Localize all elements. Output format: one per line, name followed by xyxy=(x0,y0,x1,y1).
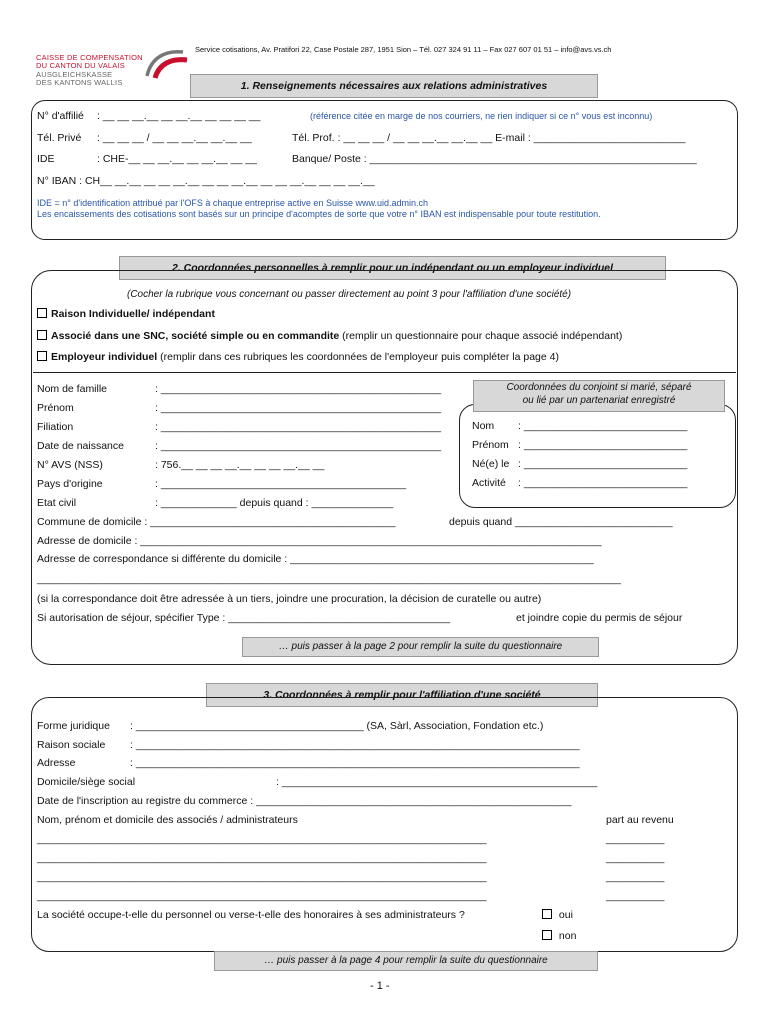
spouse-naissance-label: Né(e) le xyxy=(472,458,510,470)
option-oui[interactable] xyxy=(542,909,573,921)
naissance-label: Date de naissance xyxy=(37,440,124,452)
date-inscription-field[interactable]: Date de l'inscription au registre du commerce : ______________________________________________________ xyxy=(37,795,572,807)
tel-prive-label: Tél. Privé xyxy=(37,132,82,144)
adresse-field[interactable]: : ____________________________________________________________________________ xyxy=(130,757,580,769)
adresse-label: Adresse xyxy=(37,757,76,769)
part-line[interactable]: __________ xyxy=(606,833,665,845)
checkbox-associe[interactable] xyxy=(37,330,47,340)
spouse-prenom-label: Prénom xyxy=(472,439,509,451)
affilie-field[interactable]: : __ __ __.__ __ __.__ __ __ __ __ xyxy=(97,110,261,122)
logo-line-1: CAISSE DE COMPENSATION xyxy=(36,53,143,62)
checkbox-employeur[interactable] xyxy=(37,351,47,361)
prenom-label: Prénom xyxy=(37,402,74,414)
section2-footer: … puis passer à la page 2 pour remplir la suite du questionnaire xyxy=(242,637,599,657)
ide-field[interactable]: : CHE-__ __ __.__ __ __.__ __ __ xyxy=(97,153,257,165)
domicile-field[interactable]: : ______________________________________________________ xyxy=(276,776,598,788)
part-revenu-label: part au revenu xyxy=(606,814,674,826)
iban-field[interactable]: N° IBAN : CH__ __.__ __ __ __.__ __ __ __.__ __ __ __.__ __ __ __.__ xyxy=(37,175,375,187)
filiation-label: Filiation xyxy=(37,421,74,433)
tel-prof-email-field[interactable]: Tél. Prof. : __ __ __ / __ __ __.__ __.__ __ E-mail : __________________________ xyxy=(292,132,686,144)
spouse-activite-label: Activité xyxy=(472,477,506,489)
logo-line-2: DU CANTON DU VALAIS xyxy=(36,61,125,70)
part-line[interactable]: __________ xyxy=(606,871,665,883)
section3-title: 3. Coordonnées à remplir pour l'affiliation d'une société xyxy=(206,683,598,707)
logo-emblem-icon xyxy=(143,46,191,80)
spouse-prenom-field[interactable]: : ____________________________ xyxy=(518,439,688,451)
logo-line-3: AUSGLEICHSKASSE xyxy=(36,70,113,79)
spouse-title-line-2: ou lié par un partenariat enregistré xyxy=(522,395,676,406)
depuis-quand-field[interactable]: depuis quand ___________________________ xyxy=(449,516,673,528)
opt-associe[interactable] xyxy=(37,330,622,342)
section3-footer: … puis passer à la page 4 pour remplir la suite du questionnaire xyxy=(214,951,598,971)
filiation-field[interactable]: : ________________________________________________ xyxy=(155,421,442,433)
sejour-note: et joindre copie du permis de séjour xyxy=(516,612,683,624)
pays-field[interactable]: : __________________________________________ xyxy=(155,478,407,490)
avs-label: N° AVS (NSS) xyxy=(37,459,103,471)
forme-field[interactable]: : _______________________________________ (SA, Sàrl, Association, Fondation etc.) xyxy=(130,720,544,732)
raison-sociale-label: Raison sociale xyxy=(37,739,106,751)
tel-prive-field[interactable]: : __ __ __ / __ __ __.__ __.__ __ xyxy=(97,132,252,144)
spouse-activite-field[interactable]: : ____________________________ xyxy=(518,477,688,489)
section2-instruction: (Cocher la rubrique vous concernant ou passer directement au point 3 pour l'affiliation d'une société) xyxy=(127,289,572,300)
section2-divider xyxy=(33,372,736,373)
associe-line[interactable]: _____________________________________________________________________________ xyxy=(37,890,487,902)
personnel-question: La société occupe-t-elle du personnel ou verse-t-elle des honoraires à ses administrateurs ? xyxy=(37,909,465,921)
nom-label: Nom de famille xyxy=(37,383,108,395)
page-number: - 1 - xyxy=(370,980,390,992)
associe-line[interactable]: _____________________________________________________________________________ xyxy=(37,871,487,883)
part-line[interactable]: __________ xyxy=(606,852,665,864)
oui-label: oui xyxy=(558,909,573,921)
logo-line-4: DES KANTONS WALLIS xyxy=(36,78,123,87)
adresse-correspondance-field[interactable]: Adresse de correspondance si différente du domicile : ____________________________________________________ xyxy=(37,553,594,565)
etat-civil-field[interactable]: : _____________ depuis quand : ______________ xyxy=(155,497,394,509)
part-line[interactable]: __________ xyxy=(606,890,665,902)
opt1-label: Raison Individuelle/ indépendant xyxy=(51,308,215,320)
forme-label: Forme juridique xyxy=(37,720,110,732)
opt2-label: Associé dans une SNC, société simple ou en commandite xyxy=(51,330,340,342)
section1-title: 1. Renseignements nécessaires aux relations administratives xyxy=(190,74,598,98)
opt-employeur[interactable] xyxy=(37,351,559,363)
opt2-note: (remplir un questionnaire pour chaque associé indépendant) xyxy=(342,330,623,342)
sejour-field[interactable]: Si autorisation de séjour, spécifier Type : ______________________________________ xyxy=(37,612,451,624)
spouse-naissance-field[interactable]: : ____________________________ xyxy=(518,458,688,470)
prenom-field[interactable]: : ________________________________________________ xyxy=(155,402,442,414)
spouse-nom-field[interactable]: : ____________________________ xyxy=(518,420,688,432)
nom-field[interactable]: : ________________________________________________ xyxy=(155,383,442,395)
opt3-label: Employeur individuel xyxy=(51,351,158,363)
opt-raison-individuelle[interactable] xyxy=(37,308,215,320)
pays-label: Pays d'origine xyxy=(37,478,103,490)
affilie-note: (référence citée en marge de nos courriers, ne rien indiquer si ce n° vous est inconnu) xyxy=(310,111,653,121)
correspondance-note: (si la correspondance doit être adressée à un tiers, joindre une procuration, la décision de curatelle ou autre) xyxy=(37,593,542,605)
raison-sociale-field[interactable]: : ____________________________________________________________________________ xyxy=(130,739,580,751)
option-non[interactable] xyxy=(542,930,576,942)
associes-label: Nom, prénom et domicile des associés / administrateurs xyxy=(37,814,298,826)
ide-label: IDE xyxy=(37,153,55,165)
spouse-title xyxy=(473,380,725,412)
spouse-nom-label: Nom xyxy=(472,420,495,432)
naissance-field[interactable]: : ________________________________________________ xyxy=(155,440,442,452)
adresse-domicile-field[interactable]: Adresse de domicile : _______________________________________________________________________________ xyxy=(37,535,602,547)
domicile-label: Domicile/siège social xyxy=(37,776,136,788)
checkbox-raison-individuelle[interactable] xyxy=(37,308,47,318)
spouse-title-line-1: Coordonnées du conjoint si marié, séparé xyxy=(506,382,692,393)
section2-title: 2. Coordonnées personnelles à remplir pour un indépendant ou un employeur individuel xyxy=(119,256,666,280)
etat-civil-label: Etat civil xyxy=(37,497,77,509)
opt3-note: (remplir dans ces rubriques les coordonnées de l'employeur puis compléter la page 4) xyxy=(160,351,559,363)
affilie-label: N° d'affilié xyxy=(37,110,84,122)
checkbox-oui[interactable] xyxy=(542,909,552,919)
iban-note: Les encaissements des cotisations sont basés sur un principe d'acomptes de sorte que votre n° IBAN est indispensable pour toute restitution. xyxy=(37,209,601,219)
adresse-correspondance-line[interactable]: ____________________________________________________________________________________________________ xyxy=(37,573,621,585)
checkbox-non[interactable] xyxy=(542,930,552,940)
ide-note: IDE = n° d'identification attribué par l'OFS à chaque entreprise active en Suisse www.uid.admin.ch xyxy=(37,198,428,208)
avs-field[interactable]: : 756.__ __ __ __.__ __ __ __.__ __ xyxy=(155,459,325,471)
banque-field[interactable]: Banque/ Poste : ________________________________________________________ xyxy=(292,153,697,165)
non-label: non xyxy=(558,930,577,942)
header-contact: Service cotisations, Av. Pratifori 22, Case Postale 287, 1951 Sion – Tél. 027 324 91 11 – Fax 027 607 01 51 – info@avs.vs.ch xyxy=(195,45,612,54)
associe-line[interactable]: _____________________________________________________________________________ xyxy=(37,833,487,845)
commune-field[interactable]: Commune de domicile : __________________________________________ xyxy=(37,516,396,528)
associe-line[interactable]: _____________________________________________________________________________ xyxy=(37,852,487,864)
